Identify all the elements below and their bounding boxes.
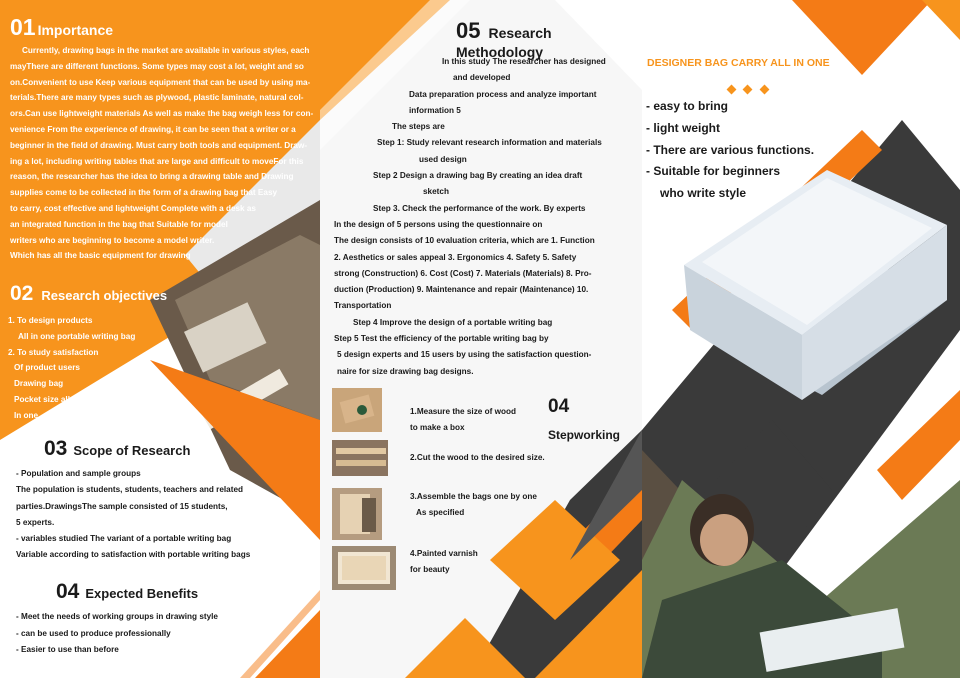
- step-photo-cut: [332, 440, 388, 476]
- importance-heading: [10, 14, 113, 41]
- scope-number: 03: [44, 437, 68, 460]
- feature-item: - There are various functions.: [646, 142, 815, 157]
- scope-line: 5 experts.: [16, 517, 55, 527]
- importance-line: reason, the researcher has the idea to bring a drawing table and Drawing: [10, 172, 294, 182]
- diamond-icon: [759, 85, 769, 95]
- middle-panel: [320, 0, 642, 678]
- feature-item: - Suitable for beginners: [646, 164, 781, 179]
- methodology-line: Step 4 Improve the design of a portable writing bag: [353, 317, 553, 327]
- step-photo-assemble: [332, 488, 382, 540]
- methodology-title: Research Methodology: [456, 25, 552, 60]
- step-4-text: [410, 546, 478, 578]
- methodology-line: Step 5 Test the efficiency of the portable writing bag by: [334, 334, 549, 344]
- importance-line: ors.Can use lightweight materials As well as make the bag weigh less for con-: [10, 109, 314, 119]
- designer-title: DESIGNER BAG CARRY ALL IN ONE: [647, 57, 830, 69]
- methodology-line: used design: [419, 154, 467, 164]
- methodology-line: duction (Production) 9. Maintenance and repair (Maintenance) 10.: [334, 285, 589, 295]
- objectives-line: 2. To study satisfaction: [8, 347, 99, 357]
- stepworking-number: 04: [548, 396, 570, 417]
- benefits-line: - can be used to produce professionally: [16, 628, 171, 638]
- objectives-number: 02: [10, 282, 34, 305]
- methodology-line: Data preparation process and analyze important: [409, 89, 597, 99]
- importance-line: venience From the experience of drawing, it can be seen that a writer or a: [10, 124, 296, 134]
- step-line: 1.Measure the size of wood: [410, 407, 517, 416]
- feature-item: - easy to bring: [646, 99, 729, 113]
- scope-line: - variables studied The variant of a portable writing bag: [16, 534, 232, 544]
- methodology-line: Transportation: [334, 301, 392, 311]
- benefits-line: - Easier to use than before: [16, 645, 119, 654]
- stepworking-title: Stepworking: [548, 428, 621, 442]
- importance-line: writers who are beginning to become a model writer.: [10, 235, 215, 245]
- importance-line: Currently, drawing bags in the market are available in various styles, each: [22, 46, 310, 55]
- benefits-title: Expected Benefits: [85, 586, 199, 601]
- objectives-list: [8, 313, 208, 424]
- step-line: As specified: [416, 508, 465, 517]
- benefits-heading: [56, 580, 198, 604]
- methodology-line: The design consists of 10 evaluation criteria, which are 1. Function: [334, 236, 595, 246]
- objectives-line: 1. To design products: [8, 316, 93, 325]
- methodology-line: Step 1: Study relevant research information and materials: [377, 138, 602, 148]
- benefits-line: - Meet the needs of working groups in drawing style: [16, 612, 218, 621]
- methodology-line: naire for size drawing bag designs.: [337, 366, 474, 376]
- step-line: to make a box: [410, 423, 465, 432]
- scope-title: Scope of Research: [73, 443, 191, 458]
- step-photo-measure: [332, 388, 382, 432]
- importance-line: supplies come to be collected in the form of a drawing bag that Easy: [10, 188, 278, 198]
- step-line: 3.Assemble the bags one by one: [410, 492, 537, 501]
- scope-line: The population is students, students, teachers and related: [16, 485, 244, 495]
- methodology-line: and developed: [453, 73, 511, 83]
- methodology-line: sketch: [423, 187, 449, 197]
- benefits-text: [16, 609, 316, 659]
- importance-line: Which has all the basic equipment for drawing: [10, 251, 191, 261]
- feature-item: who write style: [660, 186, 747, 201]
- objectives-line: Drawing bag: [14, 379, 64, 389]
- objectives-title: Research objectives: [41, 288, 168, 303]
- objectives-line: All in one portable writing bag: [18, 331, 136, 341]
- methodology-line: 2. Aesthetics or sales appeal 3. Ergonomics 4. Safety 5. Safety: [334, 252, 577, 262]
- importance-line: mayThere are different functions. Some types may cost a lot, weight and so: [10, 61, 304, 71]
- scope-line: Variable according to satisfaction with portable writing bags: [16, 550, 251, 560]
- left-panel: [0, 0, 320, 678]
- scope-line: - Population and sample groups: [16, 469, 141, 478]
- importance-line: to carry, cost effective and lightweight Complete with a desk as: [10, 203, 256, 213]
- methodology-number: 05: [456, 18, 481, 43]
- objectives-line: Pocket size all: [14, 394, 70, 404]
- objectives-line: In one: [14, 410, 39, 420]
- methodology-line: In this study The researcher has designed: [442, 57, 606, 66]
- methodology-line: information 5: [409, 105, 461, 115]
- right-panel: [642, 0, 960, 678]
- methodology-line: strong (Construction) 6. Cost (Cost) 7. Materials (Materials) 8. Pro-: [334, 268, 592, 278]
- methodology-line: Step 2 Design a drawing bag By creating an idea draft: [373, 171, 583, 181]
- importance-line: terials.There are many types such as plywood, plastic laminate, natural col-: [10, 93, 304, 103]
- importance-line: beginner in the field of drawing. Must carry both tools and equipment. Draw-: [10, 140, 308, 150]
- importance-line: an integrated function in the bag that Suitable for model: [10, 219, 228, 229]
- importance-text: [10, 43, 320, 264]
- methodology-text: [332, 54, 642, 380]
- methodology-line: In the design of 5 persons using the questionnaire on: [334, 219, 543, 229]
- methodology-line: The steps are: [392, 122, 445, 132]
- methodology-line: 5 design experts and 15 users by using the satisfaction question-: [337, 350, 592, 360]
- objectives-line: Of product users: [14, 363, 80, 373]
- benefits-number: 04: [56, 580, 80, 603]
- objectives-heading: [10, 282, 167, 306]
- step-line: 2.Cut the wood to the desired size.: [410, 453, 545, 462]
- step-photo-varnish: [332, 546, 396, 590]
- step-line: 4.Painted varnish: [410, 549, 478, 558]
- scope-text: [16, 466, 316, 564]
- importance-line: ing a lot, including writing tables that are large and difficult to moveFor this: [10, 156, 304, 166]
- importance-line: on.Convenient to use Keep various equipment that can be used by using ma-: [10, 77, 311, 87]
- step-1-text: [410, 404, 516, 436]
- step-line: for beauty: [410, 565, 450, 574]
- designer-features: [646, 96, 814, 205]
- importance-number: 01: [10, 14, 36, 40]
- importance-title: Importance: [37, 22, 114, 38]
- diamond-icon: [727, 85, 737, 95]
- scope-line: parties.DrawingsThe sample consisted of 15 students,: [16, 501, 228, 511]
- methodology-line: Step 3. Check the performance of the work. By experts: [373, 203, 586, 213]
- step-3-text: [410, 489, 537, 521]
- diamond-icon: [743, 85, 753, 95]
- feature-item: - light weight: [646, 120, 720, 135]
- step-2-text: [410, 450, 545, 466]
- scope-heading: [44, 437, 190, 461]
